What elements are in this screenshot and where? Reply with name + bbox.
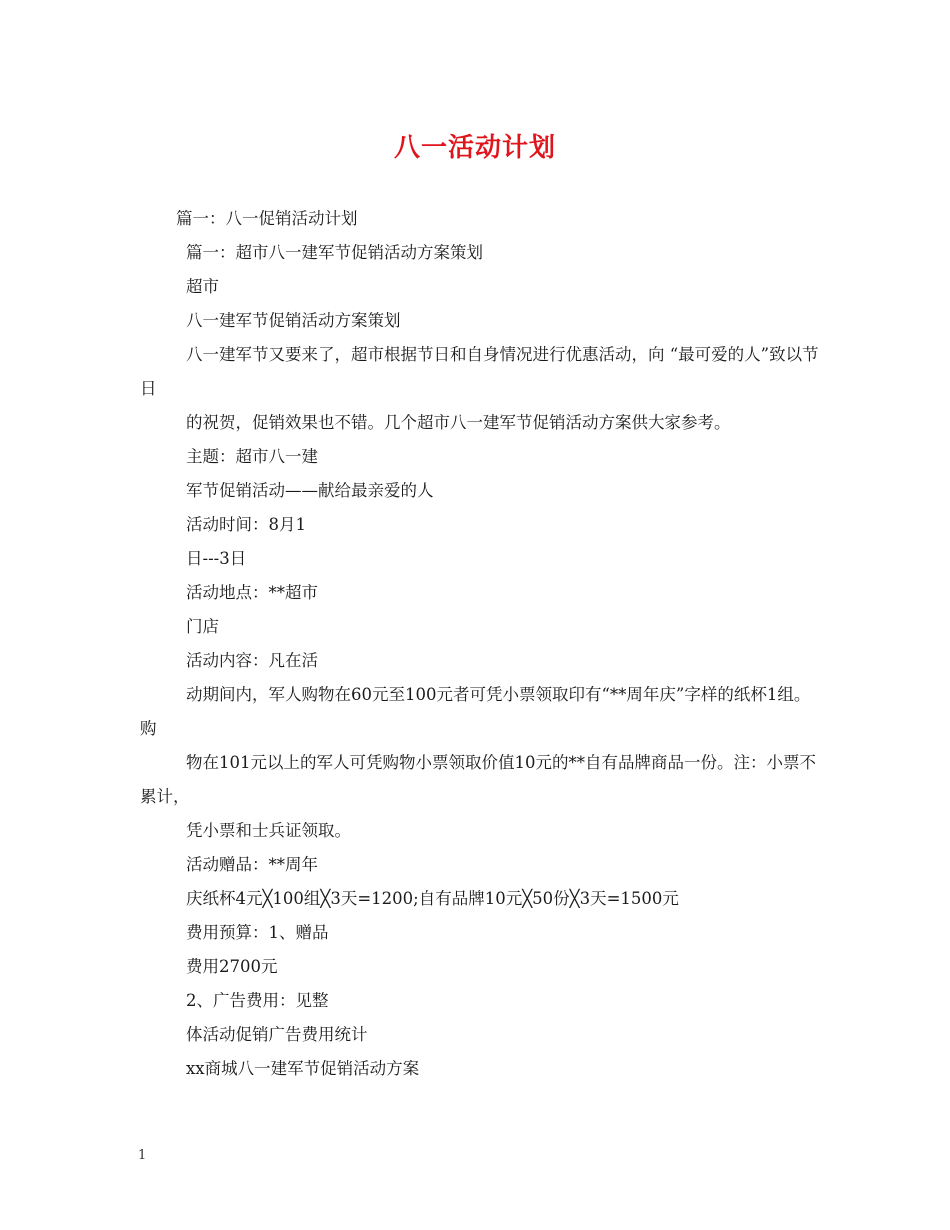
- paragraph: 活动时间：8月1: [186, 515, 306, 534]
- paragraph: 超市: [186, 277, 219, 296]
- paragraph: 费用预算：1、赠品: [186, 923, 329, 942]
- paragraph: 活动地点：**超市: [186, 583, 318, 602]
- paragraph: 篇一：八一促销活动计划: [176, 209, 358, 228]
- document-body: [140, 202, 820, 1086]
- paragraph: xx商城八一建军节促销活动方案: [186, 1059, 420, 1078]
- paragraph: 2、广告费用：见整: [186, 991, 329, 1010]
- paragraph: 八一建军节又要来了，超市根据节日和自身情况进行优惠活动，向 “最可爱的人”致以节日: [140, 345, 819, 398]
- paragraph: 庆纸杯4元╳100组╳3天=1200;自有品牌10元╳50份╳3天=1500元: [186, 889, 679, 908]
- paragraph: 活动内容：凡在活: [186, 651, 318, 670]
- paragraph: 门店: [186, 617, 219, 636]
- paragraph: 物在101元以上的军人可凭购物小票领取价值10元的**自有品牌商品一份。注：小票不累计，: [140, 753, 816, 806]
- paragraph: 体活动促销广告费用统计: [186, 1025, 368, 1044]
- paragraph: 篇一：超市八一建军节促销活动方案策划: [186, 243, 483, 262]
- paragraph: 日---3日: [186, 549, 247, 568]
- paragraph: 凭小票和士兵证领取。: [186, 821, 351, 840]
- document-title: 八一活动计划: [393, 133, 556, 163]
- paragraph: 主题：超市八一建: [186, 447, 318, 466]
- paragraph: 活动赠品：**周年: [186, 855, 318, 874]
- paragraph: 八一建军节促销活动方案策划: [186, 311, 401, 330]
- paragraph: 军节促销活动——献给最亲爱的人: [186, 481, 434, 500]
- paragraph: 的祝贺，促销效果也不错。几个超市八一建军节促销活动方案供大家参考。: [186, 413, 731, 432]
- paragraph: 费用2700元: [186, 957, 278, 976]
- page-number: 1: [138, 1148, 147, 1163]
- paragraph: 动期间内，军人购物在60元至100元者可凭小票领取印有“**周年庆”字样的纸杯1组。购: [140, 685, 811, 738]
